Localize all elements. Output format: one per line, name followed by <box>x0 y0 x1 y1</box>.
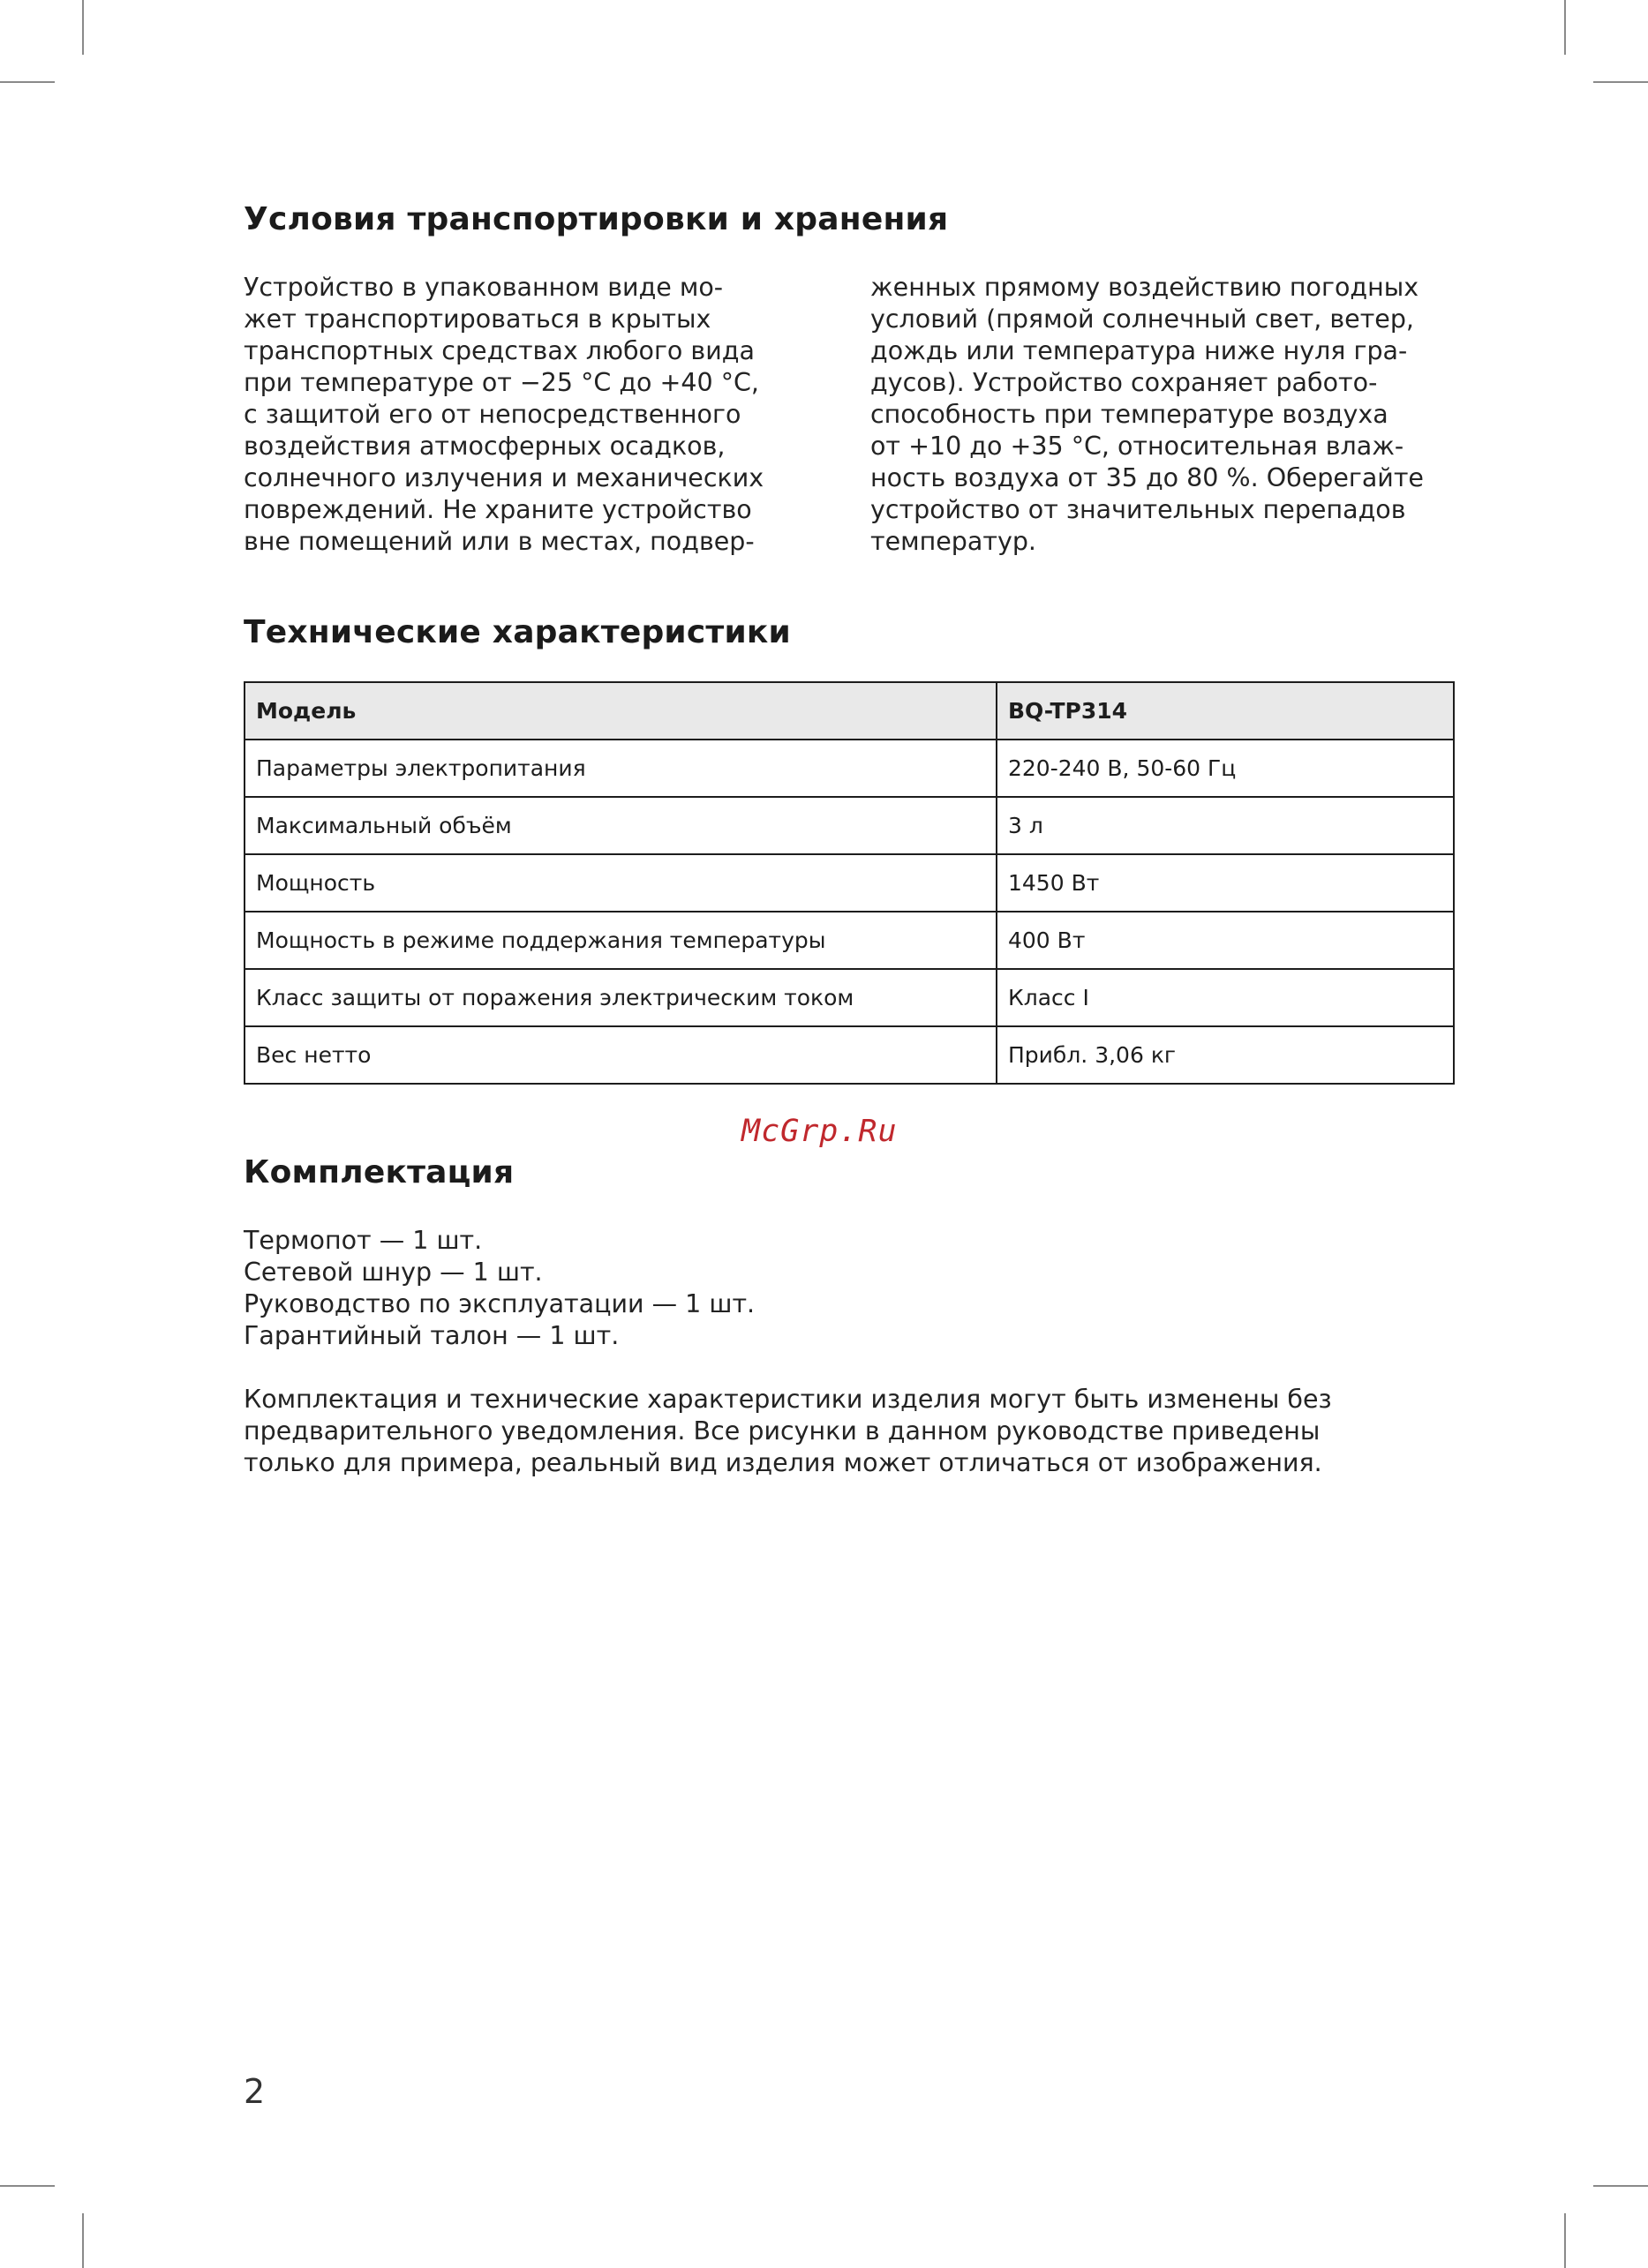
crop-mark <box>0 2185 55 2187</box>
table-cell-param: Максимальный объём <box>245 797 997 854</box>
list-item: Гарантийный талон — 1 шт. <box>244 1321 620 1350</box>
table-row <box>245 854 1454 912</box>
crop-mark <box>82 0 84 55</box>
list-item: Руководство по эксплуатации — 1 шт. <box>244 1289 756 1318</box>
table-cell-param: Модель <box>245 682 997 740</box>
crop-mark <box>1564 2213 1566 2268</box>
text-line: воздействия атмосферных осадков, <box>244 432 726 461</box>
text-line: только для примера, реальный вид изделия может отличаться от изображения. <box>244 1448 1322 1477</box>
text-line: Комплектация и технические характеристики изделия могут быть изменены без <box>244 1385 1332 1414</box>
text-line: вне помещений или в местах, подвер- <box>244 527 755 556</box>
kit-list <box>244 1225 755 1352</box>
table-cell-param: Мощность <box>245 854 997 912</box>
table-cell-value: Класс I <box>997 969 1454 1026</box>
table-cell-value: 400 Вт <box>997 912 1454 969</box>
table-cell-param: Мощность в режиме поддержания температуры <box>245 912 997 969</box>
text-line: предварительного уведомления. Все рисунки в данном руководстве приведены <box>244 1416 1321 1446</box>
crop-mark <box>82 2213 84 2268</box>
transport-heading: Условия транспортировки и хранения <box>244 201 949 237</box>
text-line: женных прямому воздействию погодных <box>870 273 1419 302</box>
text-line: солнечного излучения и механических <box>244 463 764 492</box>
specs-table <box>244 681 1455 1085</box>
crop-mark <box>1593 2185 1648 2187</box>
table-cell-value: Прибл. 3,06 кг <box>997 1026 1454 1084</box>
text-line: повреждений. Не храните устройство <box>244 495 752 524</box>
table-cell-param: Параметры электропитания <box>245 740 997 797</box>
table-header-row <box>245 682 1454 740</box>
text-line: Устройство в упакованном виде мо- <box>244 273 724 302</box>
table-cell-value: 220-240 В, 50-60 Гц <box>997 740 1454 797</box>
text-line: дождь или температура ниже нуля гра- <box>870 336 1408 365</box>
text-line: транспортных средствах любого вида <box>244 336 755 365</box>
table-row <box>245 912 1454 969</box>
specs-heading: Технические характеристики <box>244 614 791 650</box>
text-line: условий (прямой солнечный свет, ветер, <box>870 304 1414 334</box>
list-item: Термопот — 1 шт. <box>244 1226 483 1255</box>
page-number: 2 <box>244 2072 266 2111</box>
table-cell-value: 3 л <box>997 797 1454 854</box>
text-line: ность воздуха от 35 до 80 %. Оберегайте <box>870 463 1424 492</box>
text-line: от +10 до +35 °С, относительная влаж- <box>870 432 1404 461</box>
crop-mark <box>0 81 55 83</box>
text-line: жет транспортироваться в крытых <box>244 304 711 334</box>
table-row <box>245 969 1454 1026</box>
disclaimer-note <box>244 1384 1332 1479</box>
transport-text-left <box>244 272 809 558</box>
transport-text-right <box>870 272 1455 558</box>
table-cell-param: Класс защиты от поражения электрическим током <box>245 969 997 1026</box>
table-row <box>245 797 1454 854</box>
table-row <box>245 1026 1454 1084</box>
text-line: дусов). Устройство сохраняет работо- <box>870 368 1378 397</box>
watermark-text: McGrp.Ru <box>741 1114 898 1149</box>
table-cell-param: Вес нетто <box>245 1026 997 1084</box>
table-cell-value: BQ-TP314 <box>997 682 1454 740</box>
text-line: способность при температуре воздуха <box>870 400 1388 429</box>
text-line: температур. <box>870 527 1036 556</box>
kit-heading: Комплектация <box>244 1154 515 1190</box>
text-line: с защитой его от непосредственного <box>244 400 741 429</box>
list-item: Сетевой шнур — 1 шт. <box>244 1258 543 1287</box>
table-cell-value: 1450 Вт <box>997 854 1454 912</box>
text-line: устройство от значительных перепадов <box>870 495 1406 524</box>
text-line: при температуре от −25 °С до +40 °С, <box>244 368 759 397</box>
crop-mark <box>1593 81 1648 83</box>
table-row <box>245 740 1454 797</box>
crop-mark <box>1564 0 1566 55</box>
